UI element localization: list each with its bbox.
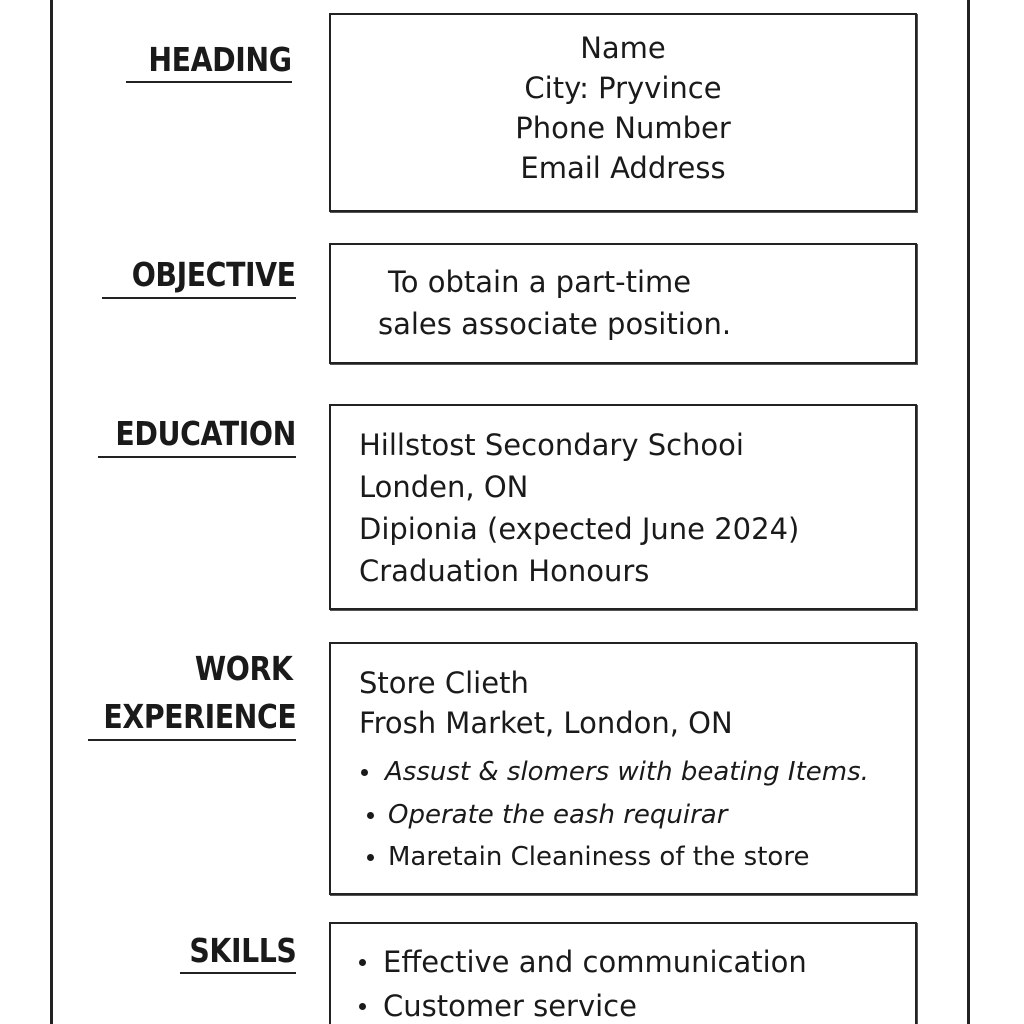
section-label-experience: EXPERIENCE: [103, 697, 296, 736]
section-label-heading: HEADING: [148, 40, 292, 79]
heading-phone: Phone Number: [515, 111, 731, 145]
work-duty: Maretain Cleaniness of the store: [388, 842, 810, 872]
bullet-icon: [367, 854, 374, 861]
section-label-underline: [126, 81, 292, 83]
work-experience-box: [329, 642, 917, 895]
education-box: [329, 404, 917, 610]
education-location: Londen, ON: [359, 470, 529, 504]
skills-box: [329, 922, 917, 1024]
work-job-title: Store Clieth: [359, 666, 529, 700]
list-item: [359, 836, 915, 878]
education-honours: Craduation Honours: [359, 554, 650, 588]
section-label-skills: SKILLS: [188, 931, 296, 970]
list-item: [359, 750, 915, 794]
section-label-underline: [88, 739, 296, 741]
skill-item: Customer service: [383, 989, 637, 1023]
list-item: [359, 794, 915, 836]
bullet-icon: [367, 812, 374, 819]
section-label-work: WORK: [194, 649, 292, 688]
section-label-objective: OBJECTIVE: [132, 255, 296, 294]
heading-city: City: Pryvince: [524, 71, 722, 105]
work-duty: Operate the eash requirar: [388, 800, 728, 830]
list-item: [359, 940, 915, 984]
heading-box: [329, 13, 917, 212]
objective-line-1: To obtain a part-time: [388, 265, 692, 299]
section-label-underline: [102, 297, 296, 299]
section-label-education: EDUCATION: [115, 414, 296, 453]
skill-item: Effective and communication: [383, 945, 807, 979]
education-diploma: Dipionia (expected June 2024): [359, 512, 800, 546]
section-label-underline: [180, 972, 296, 974]
objective-box: [329, 243, 917, 364]
list-item: [359, 984, 915, 1024]
education-school: Hillstost Secondary Schooi: [359, 428, 744, 462]
bullet-icon: [359, 1003, 366, 1010]
objective-line-2: sales associate position.: [378, 307, 732, 341]
bullet-icon: [359, 959, 366, 966]
work-duty: Assust & slomers with beating Items.: [385, 757, 869, 787]
bullet-icon: [361, 769, 368, 776]
heading-email: Email Address: [520, 151, 726, 185]
work-employer: Frosh Market, London, ON: [359, 706, 733, 740]
heading-name: Name: [580, 31, 666, 65]
section-label-underline: [98, 456, 296, 458]
